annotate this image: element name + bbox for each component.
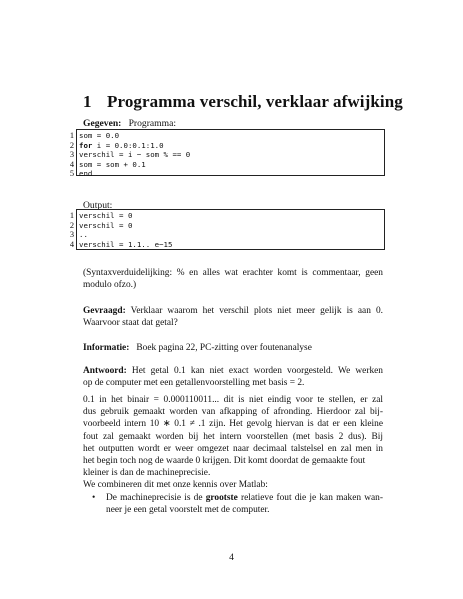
explanation-line: het begin toch nog de waarde 0 krijgen. Dit komt doordat de gemaakte fout	[83, 456, 366, 467]
line-number: 2	[69, 140, 74, 150]
given-label: Gegeven:	[83, 118, 122, 129]
explanation-paragraph	[83, 394, 383, 492]
code-text: verschil = 0	[79, 211, 133, 220]
code-text: ..	[79, 230, 88, 240]
explanation-line: dus gebruik gemaakt worden van afkapping of afronding. Hierdoor zal bij-	[83, 407, 383, 418]
answer-label: Antwoord:	[83, 366, 127, 376]
syntax-note-line: (Syntaxverduidelijking: % en alles wat erachter komt is commentaar, geen	[83, 268, 383, 278]
line-number: 3	[69, 230, 74, 240]
section-title-text: Programma verschil, verklaar afwijking	[107, 92, 403, 111]
code-text: verschil = 0	[79, 220, 133, 230]
explanation-line: het outputten wordt er weer omgezet naar decimaal talstelsel en zal men in	[83, 443, 383, 454]
code-text: som = 0.0	[79, 131, 120, 140]
code-line	[69, 140, 384, 151]
line-number: 1	[69, 211, 74, 220]
explanation-line: We combineren dit met onze kennis over Matlab:	[83, 480, 268, 491]
syntax-note-line: modulo ofzo.)	[83, 280, 137, 291]
explanation-line: kleiner is dan de machineprecisie.	[83, 468, 211, 479]
code-line	[69, 239, 384, 250]
given-text: Programma:	[128, 118, 177, 129]
code-line	[69, 159, 384, 170]
line-number: 4	[69, 239, 74, 249]
line-number: 2	[69, 220, 74, 230]
line-number: 3	[69, 150, 74, 160]
code-text: end	[79, 169, 93, 179]
info-paragraph	[83, 342, 383, 354]
syntax-note	[83, 267, 383, 291]
code-text: som = som + 0.1	[79, 159, 146, 169]
explanation-line: 0.1 in het binair = 0.000110011... dit is niet eindig voor te stellen, er zal	[83, 395, 383, 405]
page-number: 4	[229, 552, 234, 563]
question-label: Gevraagd:	[83, 306, 126, 316]
bullet-bold-word: grootste	[205, 493, 238, 503]
info-line	[83, 342, 383, 354]
info-label: Informatie:	[83, 343, 130, 353]
code-line	[69, 220, 384, 231]
output-label: Output:	[83, 200, 113, 211]
line-number: 5	[69, 169, 74, 179]
program-listing	[69, 129, 385, 179]
question-paragraph	[83, 305, 383, 329]
code-text: verschil = 1.1.. e−15	[79, 239, 173, 249]
bullet-symbol: •	[92, 493, 96, 503]
line-number: 1	[69, 131, 74, 140]
bullet-text: De machineprecisie is de grootste relatieve fout die je kan maken wan- neer je een getal voorstelt met de computer.	[106, 493, 383, 516]
code-line	[69, 150, 384, 160]
explanation-line: fout zal gemaakt worden bij het intern voorstellen (met basis 2 dus). Bij	[83, 431, 383, 442]
output-listing	[69, 209, 385, 250]
code-text: verschil = i − som % == 0	[79, 150, 191, 160]
answer-line: op de computer met een getallenvoorstelling met basis = 2.	[83, 378, 305, 389]
code-keyword: for	[79, 140, 93, 150]
section-number: 1	[83, 92, 92, 111]
section-heading	[83, 92, 403, 112]
answer-paragraph	[83, 365, 383, 389]
line-number: 4	[69, 159, 74, 169]
answer-line: Antwoord: Het getal 0.1 kan niet exact worden voorgesteld. We werken	[83, 366, 383, 376]
info-text: Boek pagina 22, PC-zitting over foutenanalyse	[136, 343, 312, 353]
question-line: Waarvoor staat dat getal?	[83, 318, 178, 329]
code-line	[69, 131, 384, 141]
explanation-line: voorbeeld intern 10 ∗ 0.1 ≠ .1 zijn. Het gevolg hiervan is dat er een kleine	[83, 419, 383, 430]
given-line	[83, 118, 176, 129]
code-line	[69, 211, 384, 221]
code-line	[69, 169, 384, 179]
question-line: Gevraagd: Verklaar waarom het verschil plots niet meer gelijk is aan 0.	[83, 306, 383, 316]
code-line	[69, 230, 384, 240]
code-text: for i = 0.0:0.1:1.0	[79, 140, 164, 150]
